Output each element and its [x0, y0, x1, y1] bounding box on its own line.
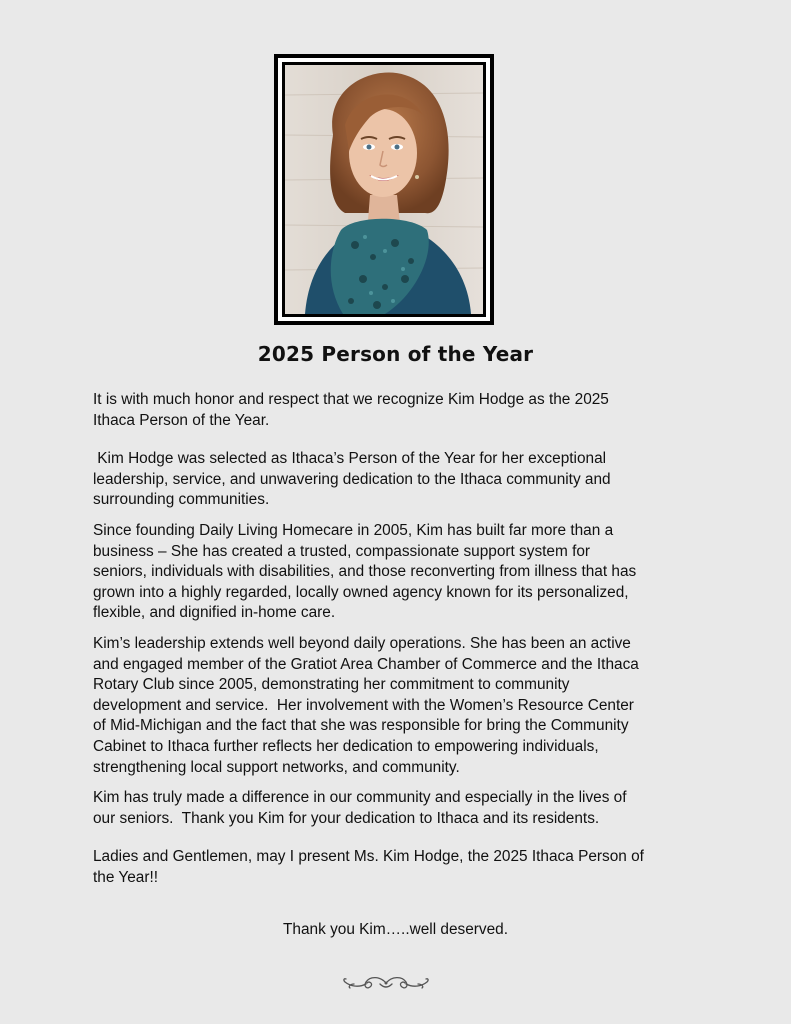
portrait-illustration [285, 65, 483, 314]
portrait-frame [274, 54, 494, 325]
paragraph-leadership: Kim’s leadership extends well beyond daily operations. She has been an active and engaged member of the Gratiot Area Chamber of Commerce and the Ithaca Rotary Club since 2005, demonstrating her commitment to community development and service. Her involvement with the Women’s Resource Center of Mid-Michigan and the fact that she was responsible for bring the Community Cabinet to Ithaca further reflects her dedication to empowering individuals, strengthening local support networks, and community. [93, 634, 639, 776]
paragraph-selection: Kim Hodge was selected as Ithaca’s Person of the Year for her exceptional leadership, service, and unwavering dedication to the Ithaca community and surrounding communities. [93, 450, 611, 509]
paragraph-intro: It is with much honor and respect that we recognize Kim Hodge as the 2025 Ithaca Person of the Year. [93, 391, 609, 429]
closing-line: Thank you Kim…..well deserved. [283, 921, 508, 938]
article-body [93, 390, 703, 888]
page-title: 2025 Person of the Year [257, 342, 534, 366]
portrait-mat [278, 58, 490, 321]
portrait-photo [285, 65, 483, 314]
paragraph-impact: Kim has truly made a difference in our community and especially in the lives of our seniors. Thank you Kim for your dedication to Ithaca and its residents. [93, 789, 627, 827]
paragraph-presentation: Ladies and Gentlemen, may I present Ms. Kim Hodge, the 2025 Ithaca Person of the Year!! [93, 848, 644, 886]
paragraph-business: Since founding Daily Living Homecare in 2005, Kim has built far more than a business – She has created a trusted, compassionate support system for seniors, individuals with disabilities, and those reconverting from illness that has grown into a highly regarded, locally owned agency known for its personalized, flexible, and dignified in-home care. [93, 521, 637, 622]
flourish-ornament-icon [340, 972, 432, 994]
portrait-inner-border [282, 62, 486, 317]
